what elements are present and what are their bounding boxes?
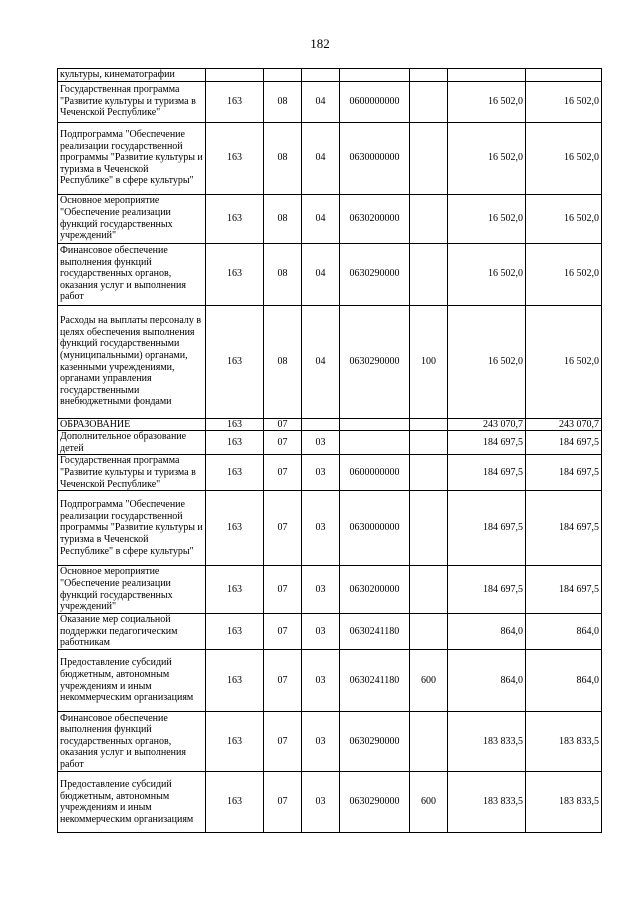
ministry-code-cell: 163 — [206, 418, 264, 431]
subsection-code-cell — [302, 418, 340, 431]
ministry-code-cell: 163 — [206, 712, 264, 772]
subsection-code-cell: 03 — [302, 712, 340, 772]
amount-year2-cell: 16 502,0 — [526, 81, 602, 122]
table-row — [58, 305, 602, 418]
table-row — [58, 566, 602, 614]
row-name-cell: Государственная программа "Развитие культуры и туризма в Чеченской Республике" — [58, 455, 206, 491]
amount-year1-cell: 243 070,7 — [448, 418, 526, 431]
target-article-cell: 0630290000 — [340, 712, 410, 772]
ministry-code-cell: 163 — [206, 772, 264, 833]
row-name-cell: Подпрограмма "Обеспечение реализации государственной программы "Развитие культуры и туризма в Чеченской Республике" в сфере культуры" — [58, 491, 206, 566]
expense-type-cell — [410, 455, 448, 491]
amount-year1-cell: 16 502,0 — [448, 243, 526, 305]
expense-type-cell — [410, 431, 448, 455]
target-article-cell — [340, 418, 410, 431]
expense-type-cell — [410, 122, 448, 194]
ministry-code-cell: 163 — [206, 650, 264, 712]
subsection-code-cell: 03 — [302, 566, 340, 614]
table-row — [58, 650, 602, 712]
section-code-cell: 08 — [264, 243, 302, 305]
expense-type-cell — [410, 712, 448, 772]
row-name-cell: ОБРАЗОВАНИЕ — [58, 418, 206, 431]
table-row — [58, 122, 602, 194]
amount-year1-cell: 184 697,5 — [448, 431, 526, 455]
row-name-cell: Оказание мер социальной поддержки педагогическим работникам — [58, 614, 206, 650]
target-article-cell: 0630290000 — [340, 772, 410, 833]
ministry-code-cell: 163 — [206, 455, 264, 491]
subsection-code-cell — [302, 69, 340, 82]
expense-type-cell — [410, 418, 448, 431]
subsection-code-cell: 03 — [302, 772, 340, 833]
amount-year2-cell: 16 502,0 — [526, 194, 602, 243]
target-article-cell: 0630000000 — [340, 491, 410, 566]
ministry-code-cell: 163 — [206, 491, 264, 566]
amount-year1-cell: 16 502,0 — [448, 305, 526, 418]
subsection-code-cell: 03 — [302, 491, 340, 566]
row-name-cell: Основное мероприятие "Обеспечение реализации функций государственных учреждений" — [58, 566, 206, 614]
amount-year2-cell: 184 697,5 — [526, 431, 602, 455]
section-code-cell — [264, 69, 302, 82]
section-code-cell: 07 — [264, 650, 302, 712]
amount-year2-cell: 16 502,0 — [526, 122, 602, 194]
expense-type-cell — [410, 81, 448, 122]
row-name-cell: Государственная программа "Развитие культуры и туризма в Чеченской Республике" — [58, 81, 206, 122]
page-number: 182 — [310, 36, 330, 51]
subsection-code-cell: 04 — [302, 305, 340, 418]
target-article-cell: 0630241180 — [340, 650, 410, 712]
expense-type-cell — [410, 491, 448, 566]
ministry-code-cell: 163 — [206, 566, 264, 614]
expense-type-cell — [410, 69, 448, 82]
row-name-cell: культуры, кинематографии — [58, 69, 206, 82]
amount-year1-cell: 16 502,0 — [448, 81, 526, 122]
expense-type-cell — [410, 243, 448, 305]
expense-type-cell — [410, 566, 448, 614]
target-article-cell — [340, 431, 410, 455]
table-row — [58, 491, 602, 566]
subsection-code-cell: 03 — [302, 455, 340, 491]
expense-type-cell — [410, 614, 448, 650]
section-code-cell: 07 — [264, 418, 302, 431]
ministry-code-cell — [206, 69, 264, 82]
subsection-code-cell: 03 — [302, 650, 340, 712]
row-name-cell: Финансовое обеспечение выполнения функций государственных органов, оказания услуг и выполнения работ — [58, 712, 206, 772]
amount-year1-cell: 183 833,5 — [448, 712, 526, 772]
amount-year1-cell: 184 697,5 — [448, 455, 526, 491]
section-code-cell: 07 — [264, 455, 302, 491]
row-name-cell: Основное мероприятие "Обеспечение реализации функций государственных учреждений" — [58, 194, 206, 243]
amount-year1-cell: 184 697,5 — [448, 566, 526, 614]
subsection-code-cell: 03 — [302, 614, 340, 650]
budget-table — [57, 68, 602, 833]
subsection-code-cell: 04 — [302, 243, 340, 305]
subsection-code-cell: 04 — [302, 81, 340, 122]
section-code-cell: 07 — [264, 772, 302, 833]
table-row — [58, 614, 602, 650]
table-row — [58, 772, 602, 833]
subsection-code-cell: 04 — [302, 194, 340, 243]
table-row — [58, 194, 602, 243]
target-article-cell: 0600000000 — [340, 455, 410, 491]
section-code-cell: 07 — [264, 712, 302, 772]
amount-year1-cell: 864,0 — [448, 650, 526, 712]
amount-year2-cell: 864,0 — [526, 614, 602, 650]
amount-year2-cell: 183 833,5 — [526, 772, 602, 833]
amount-year2-cell — [526, 69, 602, 82]
expense-type-cell: 600 — [410, 650, 448, 712]
ministry-code-cell: 163 — [206, 614, 264, 650]
ministry-code-cell: 163 — [206, 431, 264, 455]
table-row — [58, 431, 602, 455]
expense-type-cell: 600 — [410, 772, 448, 833]
section-code-cell: 08 — [264, 305, 302, 418]
row-name-cell: Предоставление субсидий бюджетным, автономным учреждениям и иным некоммерческим организациям — [58, 650, 206, 712]
section-code-cell: 07 — [264, 614, 302, 650]
target-article-cell: 0630200000 — [340, 566, 410, 614]
table-row — [58, 455, 602, 491]
amount-year1-cell: 184 697,5 — [448, 491, 526, 566]
target-article-cell — [340, 69, 410, 82]
amount-year2-cell: 183 833,5 — [526, 712, 602, 772]
section-code-cell: 08 — [264, 122, 302, 194]
table-row — [58, 243, 602, 305]
amount-year2-cell: 16 502,0 — [526, 305, 602, 418]
table-row — [58, 81, 602, 122]
amount-year1-cell: 16 502,0 — [448, 122, 526, 194]
amount-year1-cell: 864,0 — [448, 614, 526, 650]
amount-year2-cell: 184 697,5 — [526, 566, 602, 614]
section-code-cell: 07 — [264, 491, 302, 566]
table-row — [58, 418, 602, 431]
amount-year2-cell: 243 070,7 — [526, 418, 602, 431]
row-name-cell: Дополнительное образование детей — [58, 431, 206, 455]
amount-year2-cell: 184 697,5 — [526, 491, 602, 566]
section-code-cell: 07 — [264, 566, 302, 614]
section-code-cell: 08 — [264, 81, 302, 122]
amount-year1-cell: 16 502,0 — [448, 194, 526, 243]
amount-year2-cell: 16 502,0 — [526, 243, 602, 305]
subsection-code-cell: 04 — [302, 122, 340, 194]
target-article-cell: 0630241180 — [340, 614, 410, 650]
ministry-code-cell: 163 — [206, 243, 264, 305]
target-article-cell: 0630200000 — [340, 194, 410, 243]
ministry-code-cell: 163 — [206, 122, 264, 194]
row-name-cell: Подпрограмма "Обеспечение реализации государственной программы "Развитие культуры и туризма в Чеченской Республике" в сфере культуры" — [58, 122, 206, 194]
expense-type-cell: 100 — [410, 305, 448, 418]
expense-type-cell — [410, 194, 448, 243]
row-name-cell: Предоставление субсидий бюджетным, автономным учреждениям и иным некоммерческим организациям — [58, 772, 206, 833]
ministry-code-cell: 163 — [206, 194, 264, 243]
section-code-cell: 07 — [264, 431, 302, 455]
target-article-cell: 0630000000 — [340, 122, 410, 194]
target-article-cell: 0630290000 — [340, 305, 410, 418]
section-code-cell: 08 — [264, 194, 302, 243]
table-row — [58, 69, 602, 82]
row-name-cell: Финансовое обеспечение выполнения функций государственных органов, оказания услуг и выполнения работ — [58, 243, 206, 305]
target-article-cell: 0600000000 — [340, 81, 410, 122]
table-row — [58, 712, 602, 772]
target-article-cell: 0630290000 — [340, 243, 410, 305]
ministry-code-cell: 163 — [206, 81, 264, 122]
amount-year2-cell: 184 697,5 — [526, 455, 602, 491]
amount-year1-cell: 183 833,5 — [448, 772, 526, 833]
amount-year1-cell — [448, 69, 526, 82]
ministry-code-cell: 163 — [206, 305, 264, 418]
row-name-cell: Расходы на выплаты персоналу в целях обеспечения выполнения функций государственными (муниципальными) органами, казенными учреждениями, органами управления государственными внебюджетными фондами — [58, 305, 206, 418]
subsection-code-cell: 03 — [302, 431, 340, 455]
amount-year2-cell: 864,0 — [526, 650, 602, 712]
